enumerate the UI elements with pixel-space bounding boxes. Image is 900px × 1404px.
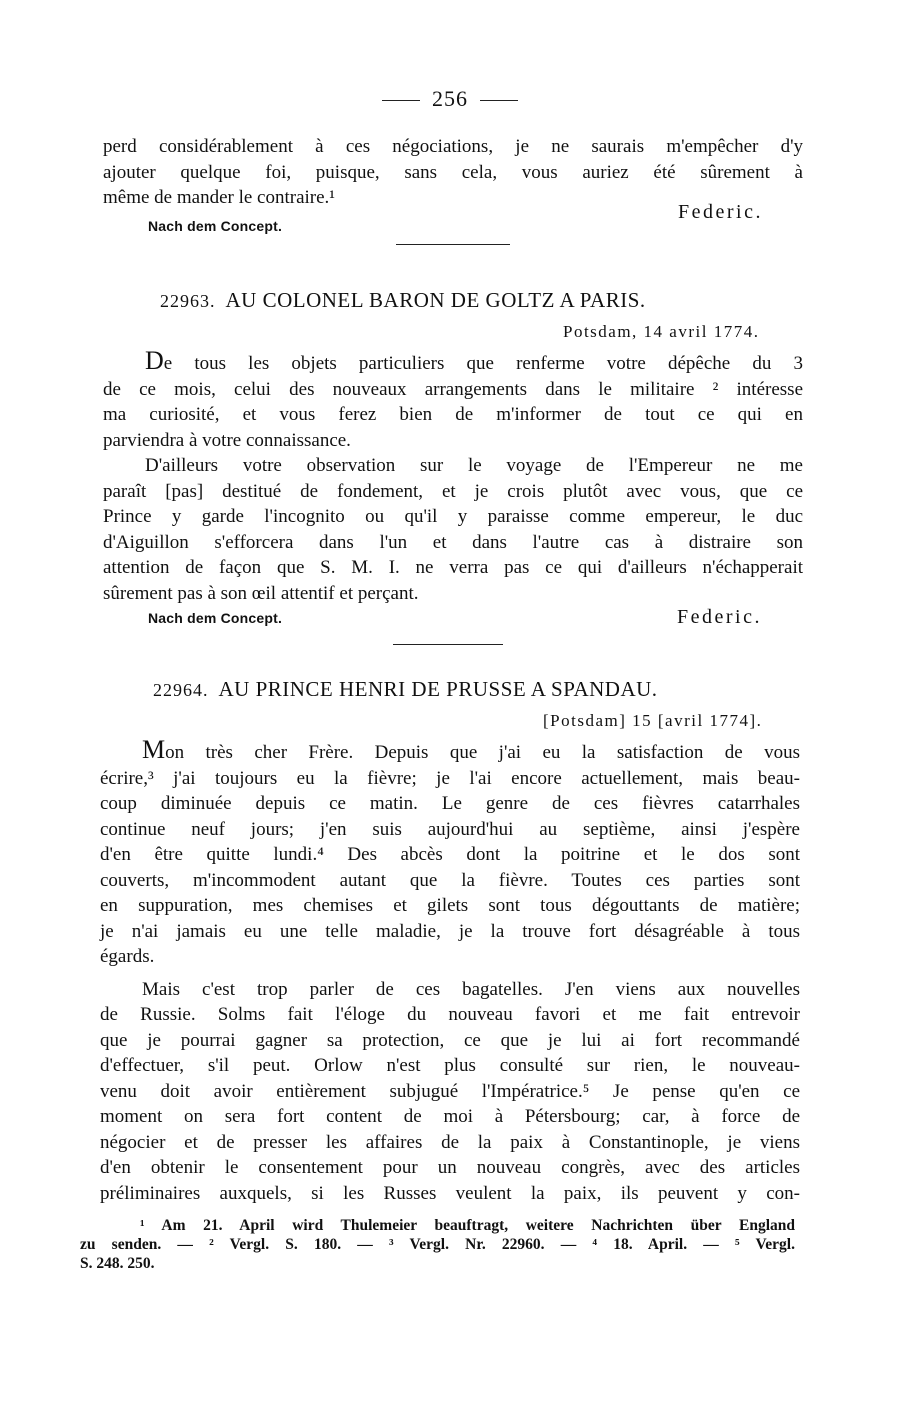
text-line: égards. [100, 946, 155, 967]
text-line: d'en obtenir le consentement pour un nouveau congrès, avec des articles [100, 1157, 800, 1178]
page-number-dash-left [382, 100, 420, 101]
text-line: moment on sera fort content de moi à Pétersbourg; car, à force de [100, 1106, 800, 1127]
text-line: ajouter quelque foi, puisque, sans cela, vous auriez été sûrement à [103, 161, 803, 183]
text-line: paraît [pas] destitué de fondement, et je crois plutôt avec vous, que ce [103, 480, 803, 502]
initial-letter: D [145, 346, 164, 375]
letter-number: 22963. [160, 291, 216, 311]
text-line: en suppuration, mes chemises et gilets sont tous dégouttants de matière; [100, 895, 800, 916]
text-line-rest: on très cher Frère. Depuis que j'ai eu la satisfaction de vous [165, 742, 800, 763]
text-line: de ce mois, celui des nouveaux arrangements dans le militaire ² intéresse [103, 378, 803, 400]
text-line-rest: e tous les objets particuliers que renferme votre dépêche du 3 [163, 353, 803, 374]
letter-body [103, 348, 803, 606]
page-number: 256 [432, 86, 468, 111]
page-number-dash-right [480, 100, 518, 101]
letter-number: 22964. [153, 680, 209, 700]
text-line: ma curiosité, et vous ferez bien de m'informer de tout ce qui en [103, 404, 803, 425]
footnote-line: S. 248. 250. [80, 1255, 155, 1272]
letter-heading [160, 288, 646, 313]
text-line: attention de façon que S. M. I. ne verra pas ce qui d'ailleurs n'échapperait [103, 557, 803, 578]
signature: Federic. [678, 201, 763, 223]
text-line: coup diminuée depuis ce matin. Le genre de ces fièvres catarrhales [100, 793, 800, 814]
letter-title: AU PRINCE HENRI DE PRUSSE A SPANDAU. [218, 677, 658, 701]
text-line: parviendra à votre connaissance. [103, 429, 351, 451]
source-note: Nach dem Concept. [148, 218, 283, 234]
text-line: que je pourrai gagner sa protection, ce que je lui ai fort recommandé [100, 1029, 800, 1051]
letter-heading [153, 677, 658, 702]
source-note: Nach dem Concept. [148, 610, 283, 626]
text-line: même de mander le contraire.¹ [103, 187, 335, 208]
text-line [103, 348, 803, 377]
letter-dateline: [Potsdam] 15 [avril 1774]. [543, 711, 763, 730]
text-line: je n'ai jamais eu une telle maladie, je la trouve fort désagréable à tous [100, 920, 800, 942]
footnotes [80, 1216, 795, 1273]
section-divider [396, 244, 510, 245]
footnote-line: zu senden. — ² Vergl. S. 180. — ³ Vergl. Nr. 22960. — ⁴ 18. April. — ⁵ Vergl. [80, 1236, 795, 1253]
initial-letter: M [142, 735, 166, 764]
text-line: continue neuf jours; j'en suis aujourd'hui au septième, ainsi j'espère [100, 818, 800, 840]
signature: Federic. [677, 606, 762, 628]
text-line [100, 737, 800, 766]
text-line: D'ailleurs votre observation sur le voyage de l'Empereur ne me [145, 455, 803, 476]
text-line: d'en être quitte lundi.⁴ Des abcès dont la poitrine et le dos sont [100, 844, 800, 865]
text-line: perd considérablement à ces négociations, je ne saurais m'empêcher d'y [103, 136, 803, 157]
text-line: venu doit avoir entièrement subjugué l'Impératrice.⁵ Je pense qu'en ce [100, 1080, 800, 1102]
text-line: d'effectuer, s'il peut. Orlow n'est plus consulté sur rien, le nouveau- [100, 1055, 800, 1076]
text-line: Mais c'est trop parler de ces bagatelles. J'en viens aux nouvelles [142, 978, 800, 1000]
letter-body [100, 737, 800, 1206]
text-line: préliminaires auxquels, si les Russes veulent la paix, ils peuvent y con- [100, 1182, 800, 1204]
letter-title: AU COLONEL BARON DE GOLTZ A PARIS. [225, 288, 646, 312]
text-line: sûrement pas à son œil attentif et perçant. [103, 582, 419, 604]
text-line: de Russie. Solms fait l'éloge du nouveau favori et me fait entrevoir [100, 1004, 800, 1025]
page-number-line [0, 86, 900, 112]
text-line: couverts, m'incommodent autant que la fièvre. Toutes ces parties sont [100, 869, 800, 891]
section-divider [393, 644, 503, 645]
text-line: d'Aiguillon s'efforcera dans l'un et dans l'autre cas à distraire son [103, 531, 803, 553]
footnote-line: ¹ Am 21. April wird Thulemeier beauftragt, weitere Nachrichten über England [140, 1217, 795, 1234]
continuation-paragraph [103, 134, 803, 211]
letter-dateline: Potsdam, 14 avril 1774. [563, 322, 760, 341]
text-line: Prince y garde l'incognito ou qu'il y paraisse comme empereur, le duc [103, 506, 803, 527]
text-line: écrire,³ j'ai toujours eu la fièvre; je l'ai encore actuellement, mais beau- [100, 767, 800, 789]
text-line: négocier et de presser les affaires de la paix à Constantinople, je viens [100, 1131, 800, 1153]
